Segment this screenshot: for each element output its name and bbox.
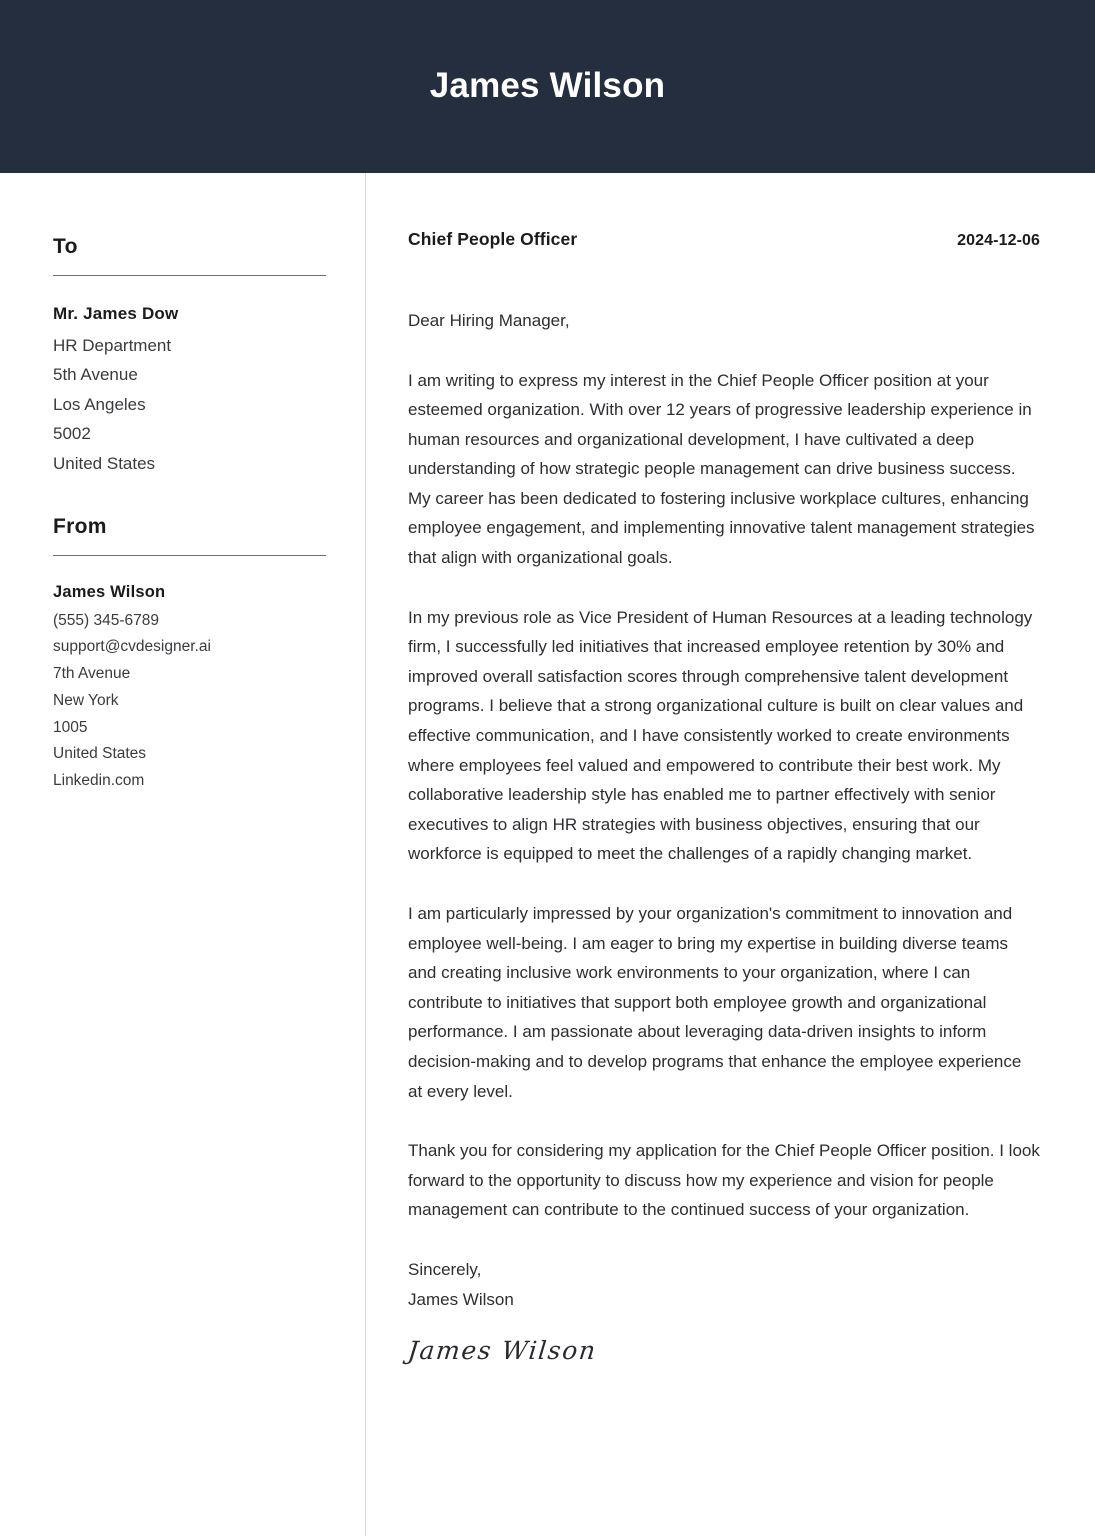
closing-name: James Wilson <box>408 1289 514 1309</box>
letter-paragraph-2: In my previous role as Vice President of Human Resources at a leading technology firm, I successfully led initiatives that increased employee retention by 30% and improved overall satisfaction scores through comprehensive talent development programs. I believe that a strong organizational culture is built on clear values and effective communication, and I have consistently worked to create environments where employees feel valued and empowered to contribute their best work. My collaborative leadership style has enabled me to partner effectively with senior executives to align HR strategies with business objectives, ensuring that our workforce is equipped to meet the challenges of a rapidly changing market. <box>408 607 1033 864</box>
sidebar <box>0 173 366 1536</box>
recipient-address <box>53 299 325 478</box>
recipient-name: Mr. James Dow <box>53 304 179 323</box>
recipient-section <box>53 235 325 478</box>
sender-email: support@cvdesigner.ai <box>53 638 211 656</box>
sender-line-5: 1005 <box>53 718 88 736</box>
recipient-line-3: Los Angeles <box>53 394 146 414</box>
recipient-line-1: HR Department <box>53 335 172 355</box>
from-heading: From <box>53 515 107 538</box>
letter-paragraph-1: I am writing to express my interest in the Chief People Officer position at your esteemed organization. With over 12 years of progressive leadership experience in human resources and organizational development, I have cultivated a deep understanding of how strategic people management can drive business success. My career has been dedicated to fostering inclusive workplace cultures, enhancing employee engagement, and implementing innovative talent management strategies that align with organizational goals. <box>408 370 1035 568</box>
recipient-line-5: United States <box>53 453 156 473</box>
recipient-line-2: 5th Avenue <box>53 365 138 384</box>
sender-name: James Wilson <box>53 583 166 601</box>
signature-row <box>408 1336 1040 1366</box>
letter-paragraph-3: I am particularly impressed by your organization's commitment to innovation and employee well-being. I am eager to bring my expertise in building diverse teams and creating inclusive work environments to your organization, where I can contribute to initiatives that support both employee growth and organizational performance. I am passionate about leveraging data-driven insights to inform decision-making and to develop programs that enhance the employee experience at every level. <box>408 904 1022 1101</box>
sender-section <box>53 515 325 795</box>
sender-phone: (555) 345-6789 <box>53 611 159 629</box>
to-heading: To <box>53 235 78 258</box>
from-divider <box>53 555 326 556</box>
sender-address <box>53 579 325 795</box>
closing-salutation: Sincerely, <box>408 1259 482 1279</box>
position-title: Chief People Officer <box>408 229 578 249</box>
to-divider <box>53 275 326 276</box>
sender-line-4: New York <box>53 691 119 709</box>
salutation: Dear Hiring Manager, <box>408 311 570 330</box>
sender-line-3: 7th Avenue <box>53 665 131 683</box>
sender-website: Linkedin.com <box>53 771 145 789</box>
signature-script: James Wilson <box>406 1336 599 1366</box>
applicant-name-title: James Wilson <box>429 66 666 106</box>
sender-line-6: United States <box>53 745 147 763</box>
letter-content <box>366 173 1095 1536</box>
closing-block <box>408 1255 1040 1314</box>
letter-header-row <box>408 229 1040 250</box>
recipient-line-4: 5002 <box>53 424 91 443</box>
header-banner <box>0 0 1095 173</box>
letter-body <box>0 173 1095 1536</box>
letter-date: 2024-12-06 <box>957 232 1040 249</box>
letter-paragraph-4: Thank you for considering my application for the Chief People Officer position. I look forward to the opportunity to discuss how my experience and vision for people management can contribute to the continued success of your organization. <box>408 1141 1040 1220</box>
